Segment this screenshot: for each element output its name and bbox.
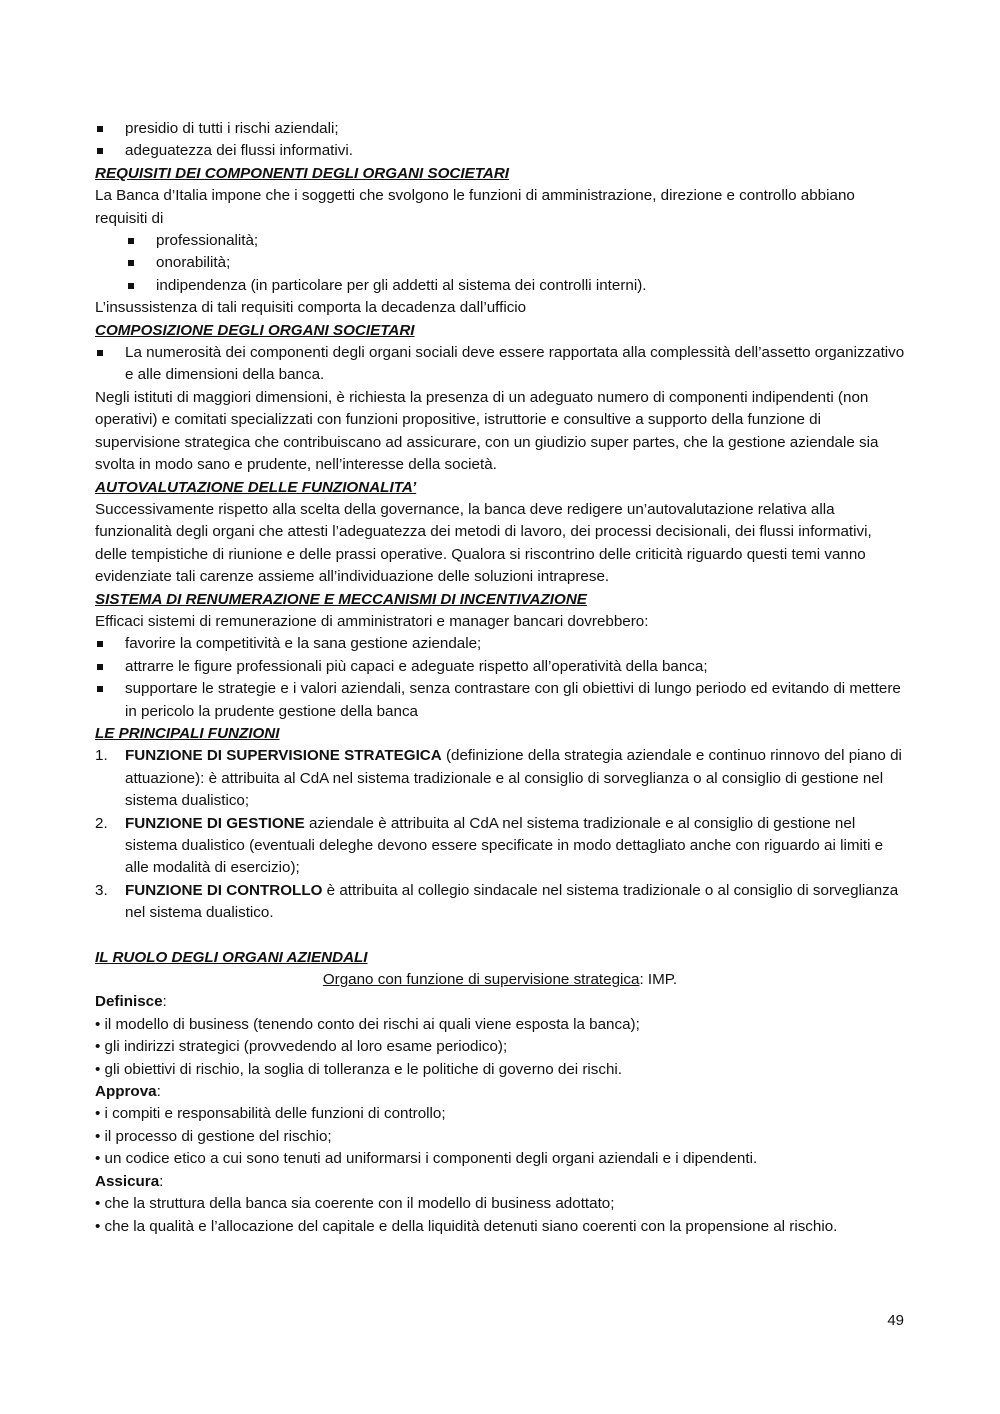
group-label [95,1081,905,1103]
section-heading-composizione: COMPOSIZIONE DEGLI ORGANI SOCIETARI [95,321,415,339]
list-item: • il processo di gestione del rischio; [95,1127,332,1145]
item-bold-title: FUNZIONE DI GESTIONE [125,814,305,832]
group-label-text: Approva [95,1083,157,1101]
group-label-text: Assicura [95,1172,160,1190]
list-item [95,745,905,812]
section-subtitle [95,969,905,991]
list-item [95,813,905,880]
group-label [95,1171,905,1193]
intro-bullet-list [95,118,905,163]
list-item: attrarre le figure professionali più capaci e adeguate rispetto all’operatività della banca; [95,656,905,678]
list-item: La numerosità dei componenti degli organi sociali deve essere rapportata alla complessità dell’assetto organizzativo e alle dimensioni della banca. [95,342,905,387]
list-item [95,880,905,925]
section-heading-ruolo: IL RUOLO DEGLI ORGANI AZIENDALI [95,948,368,966]
section-heading-autovalutazione: AUTOVALUTAZIONE DELLE FUNZIONALITA’ [95,478,417,496]
list-item: • gli obiettivi di rischio, la soglia di tolleranza e le politiche di governo dei rischi. [95,1060,623,1078]
item-text: (definizione della strategia aziendale e continuo rinnovo del piano di attuazione): è attribuita al CdA nel sistema tradizionale e al consiglio di sorveglianza o al consiglio di gestione nel sistema dualistico; [125,747,902,810]
spacer [95,925,905,947]
section-heading-remunerazione: SISTEMA DI RENUMERAZIONE E MECCANISMI DI INCENTIVAZIONE [95,590,587,608]
list-item: adeguatezza dei flussi informativi. [95,140,905,162]
list-item: • i compiti e responsabilità delle funzioni di controllo; [95,1105,446,1123]
composizione-bullet-list [95,342,905,387]
group-definisce [95,991,905,1081]
paragraph: Efficaci sistemi di remunerazione di amministratori e manager bancari dovrebbero: [95,612,649,630]
group-assicura [95,1171,905,1238]
group-label-colon: : [156,1083,161,1101]
list-item: • un codice etico a cui sono tenuti ad uniformarsi i componenti degli organi aziendali e i dipendenti. [95,1150,758,1168]
requisiti-bullet-list [95,230,905,297]
list-item: indipendenza (in particolare per gli addetti al sistema dei controlli interni). [95,275,905,297]
subtitle-underlined: Organo con funzione di supervisione strategica [322,971,640,989]
group-label-colon: : [162,993,167,1011]
group-label-text: Definisce [95,993,163,1011]
list-item: professionalità; [95,230,905,252]
list-item: presidio di tutti i rischi aziendali; [95,118,905,140]
item-number: 3. [95,881,108,899]
subtitle-rest: : IMP. [639,971,678,989]
list-item: onorabilità; [95,252,905,274]
paragraph: Successivamente rispetto alla scelta della governance, la banca deve redigere un’autovalutazione relativa alla funzionalità degli organi che attesti l’adeguatezza dei metodi di lavoro, dei processi decisionali, dei flussi informativi, delle tempistiche di riunione e delle prassi operative. Qualora si riscontrino delle criticità riguardo questi temi vanno evidenziate tali carenze assieme all’individuazione delle soluzioni intraprese. [95,500,872,586]
document-page [95,118,905,1238]
paragraph: L’insussistenza di tali requisiti comporta la decadenza dall’ufficio [95,299,527,317]
section-heading-requisiti: REQUISITI DEI COMPONENTI DEGLI ORGANI SOCIETARI [95,164,510,182]
remunerazione-bullet-list [95,633,905,723]
list-item: supportare le strategie e i valori aziendali, senza contrastare con gli obiettivi di lungo periodo ed evitando di mettere in pericolo la prudente gestione della banca [95,678,905,723]
page-number: 49 [887,1312,904,1329]
group-approva [95,1081,905,1171]
section-heading-funzioni: LE PRINCIPALI FUNZIONI [95,724,280,742]
list-item: favorire la competitività e la sana gestione aziendale; [95,633,905,655]
list-item: • che la struttura della banca sia coerente con il modello di business adottato; [95,1195,615,1213]
paragraph: La Banca d’Italia impone che i soggetti che svolgono le funzioni di amministrazione, direzione e controllo abbiano requisiti di [95,187,855,227]
list-item: • gli indirizzi strategici (provvedendo al loro esame periodico); [95,1038,508,1056]
list-item: • che la qualità e l’allocazione del capitale e della liquidità detenuti siano coerenti con la propensione al rischio. [95,1217,838,1235]
item-bold-title: FUNZIONE DI CONTROLLO [125,881,323,899]
item-bold-title: FUNZIONE DI SUPERVISIONE STRATEGICA [125,747,442,765]
paragraph: Negli istituti di maggiori dimensioni, è richiesta la presenza di un adeguato numero di componenti indipendenti (non operativi) e comitati specializzati con funzioni propositive, istruttorie e consultive a supporto della funzione di supervisione strategica che contribuiscano ad assicurare, con un giudizio super partes, che la gestione aziendale sia svolta in modo sano e prudente, nell’interesse della società. [95,388,879,474]
group-label-colon: : [159,1172,164,1190]
item-text: è attribuita al collegio sindacale nel sistema tradizionale o al consiglio di sorveglianza nel sistema dualistico. [125,881,899,922]
list-item: • il modello di business (tenendo conto dei rischi ai quali viene esposta la banca); [95,1015,640,1033]
item-text: aziendale è attribuita al CdA nel sistema tradizionale e al consiglio di gestione nel sistema dualistico (eventuali deleghe devono essere specificate in modo dettagliato anche con riguardo ai limiti e alle modalità di esercizio); [125,814,884,877]
funzioni-numbered-list [95,745,905,924]
group-label [95,991,905,1013]
item-number: 1. [95,747,108,765]
item-number: 2. [95,814,108,832]
